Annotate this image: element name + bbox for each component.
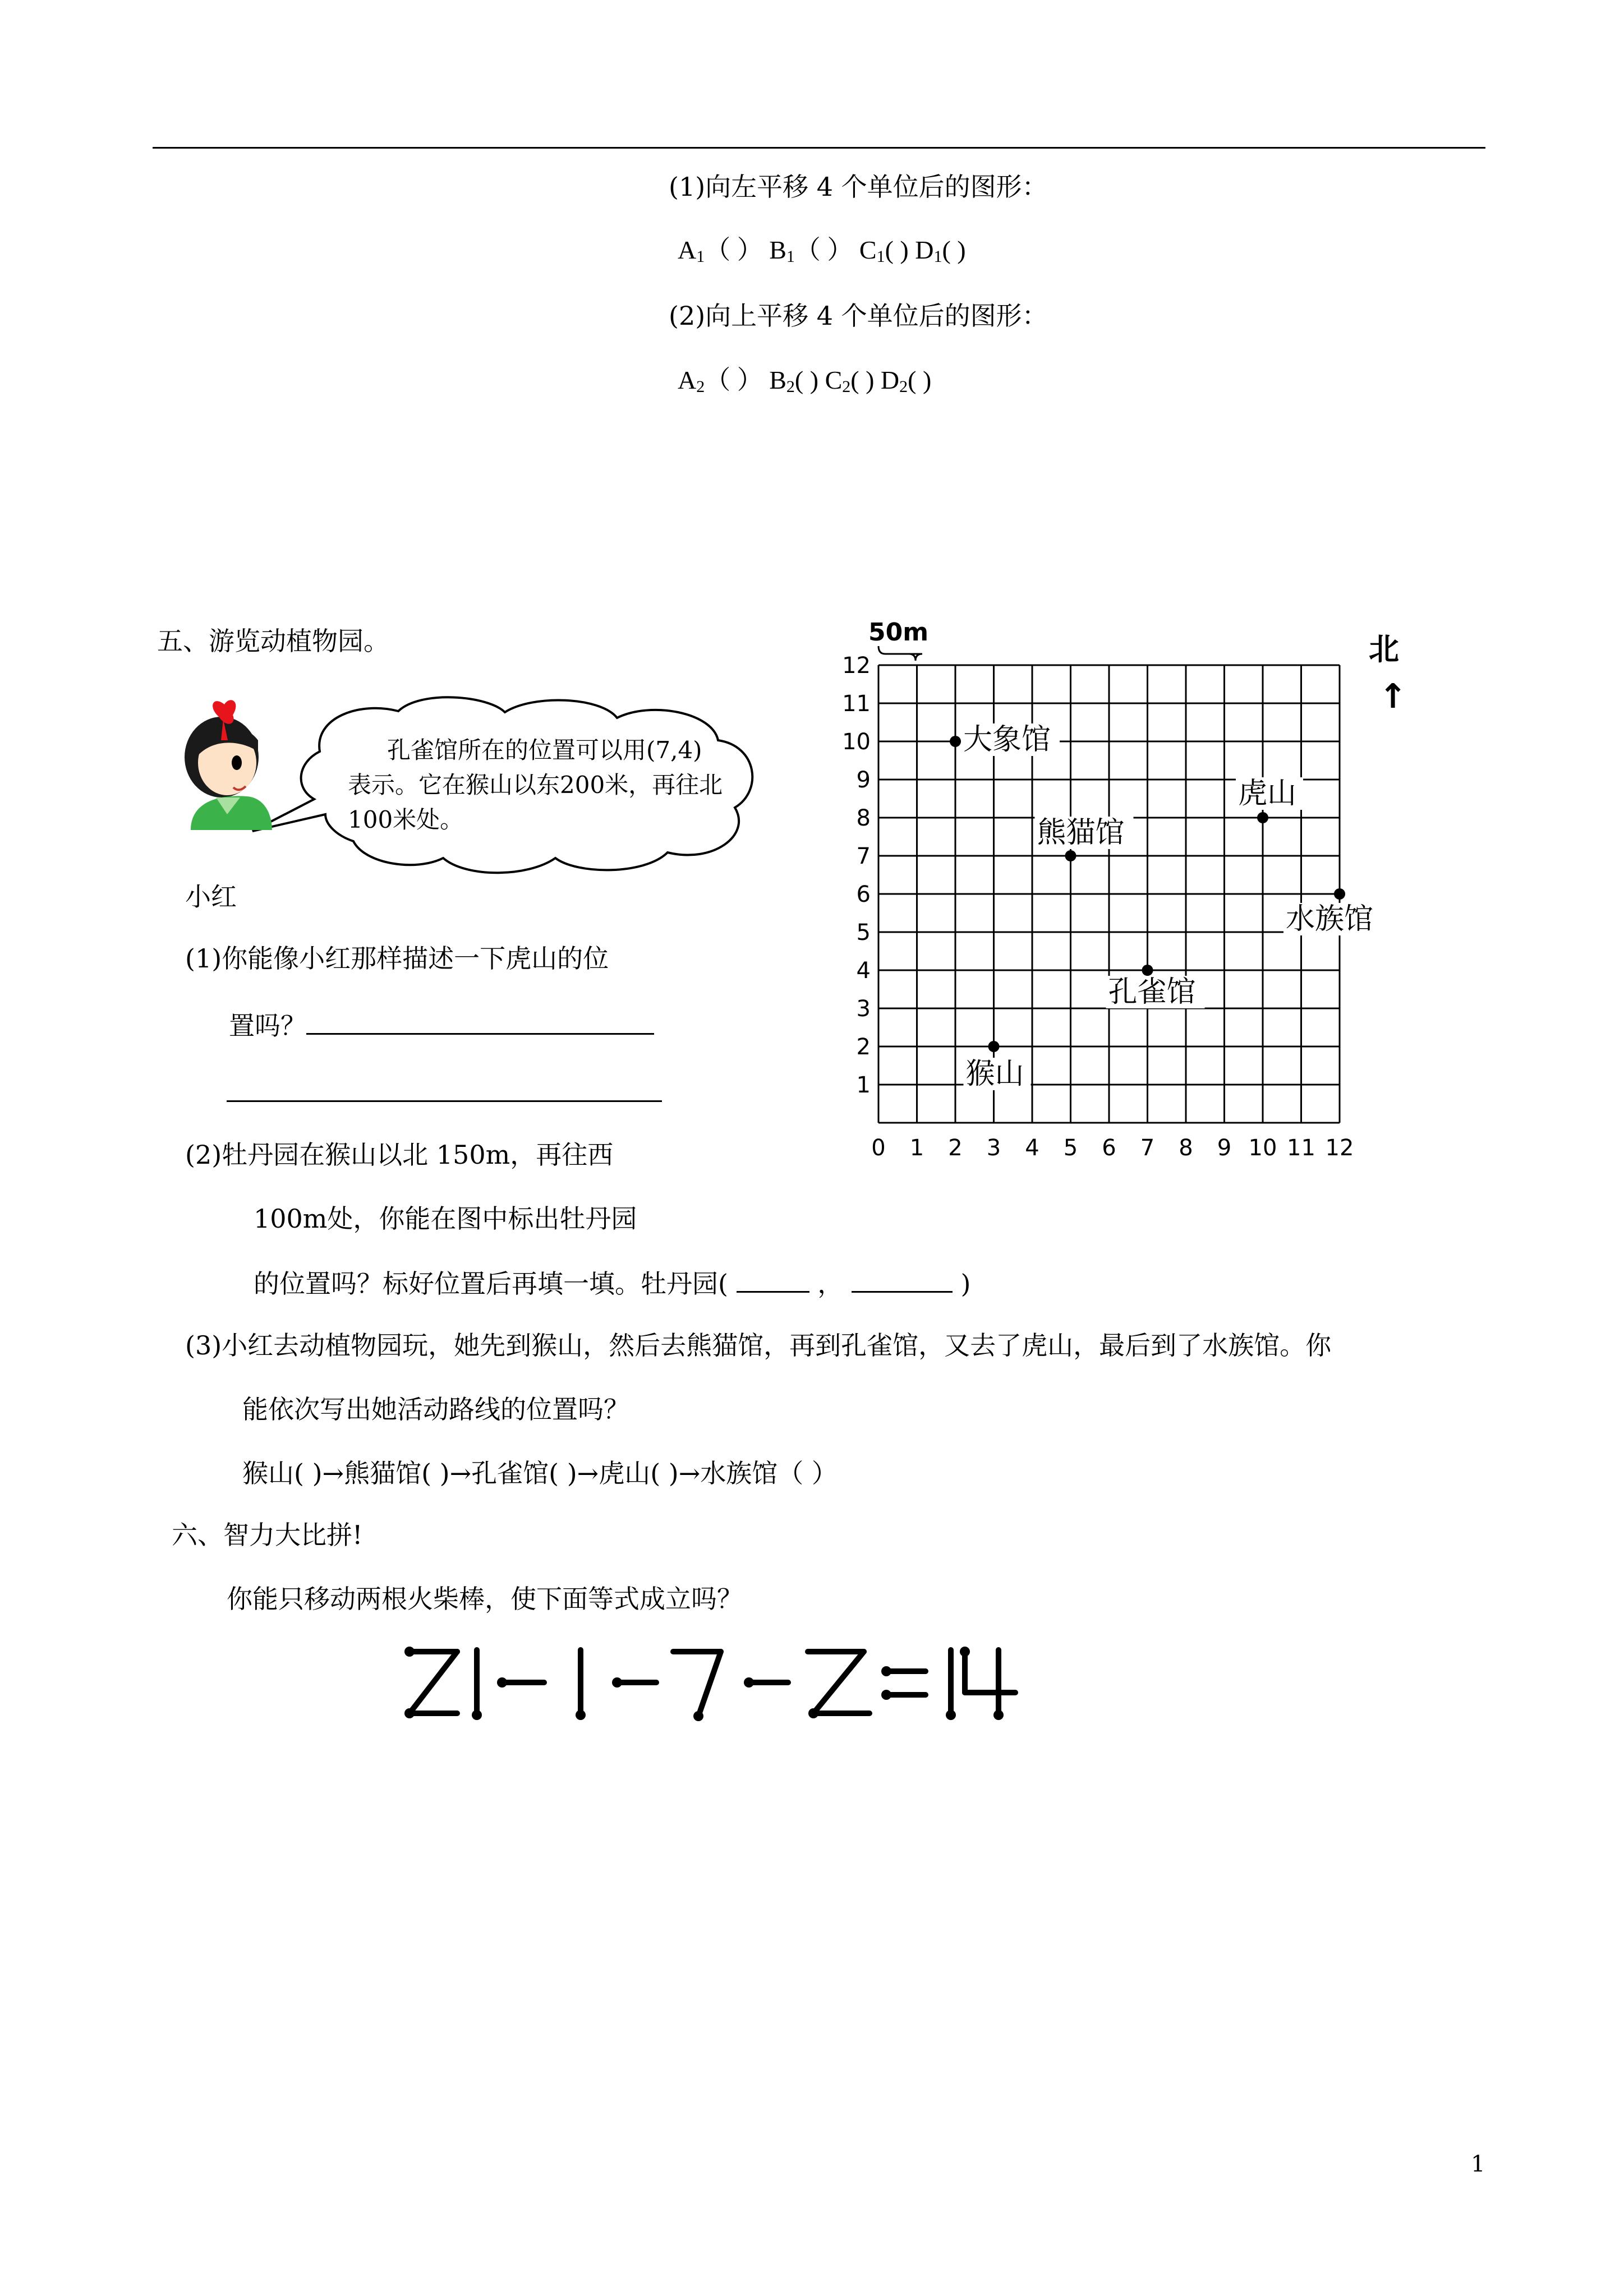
map-point-label: 熊猫馆: [1037, 816, 1125, 850]
x-tick-label: 4: [1025, 1135, 1039, 1161]
x-tick-label: 12: [1325, 1135, 1354, 1161]
arrow-icon: →: [577, 1458, 599, 1488]
y-tick-label: 7: [856, 843, 871, 869]
matchstick-equation: [393, 1643, 1066, 1730]
y-tick-label: 10: [842, 729, 871, 755]
arrow-icon: →: [449, 1458, 472, 1488]
map-point-label: 孔雀馆: [1108, 975, 1196, 1009]
bubble-line-2: 表示。它在猴山以东200米，再往北: [348, 771, 723, 799]
y-tick-label: 3: [856, 996, 871, 1022]
sec6-question: 你能只移动两根火柴棒，使下面等式成立吗？: [227, 1584, 743, 1614]
x-axis-ticks: [871, 1135, 1354, 1161]
map-point-label: 水族馆: [1286, 902, 1374, 936]
scale-label: 50m: [868, 618, 929, 647]
map-point-dot: [1142, 965, 1153, 976]
y-tick-label: 6: [856, 882, 871, 907]
x-tick-label: 1: [909, 1135, 924, 1161]
girl-name-label: 小红: [185, 882, 237, 912]
sec5-q1-line2: 置吗？: [229, 1008, 654, 1041]
map-point-label: 虎山: [1238, 777, 1297, 810]
x-tick-label: 3: [986, 1135, 1001, 1161]
y-tick-label: 2: [856, 1034, 871, 1060]
sec5-q2-line3: 的位置吗？标好位置后再填一填。牡丹园( ， ): [254, 1266, 970, 1299]
map-point-dot: [988, 1041, 1000, 1052]
y-axis-ticks: [842, 653, 871, 1098]
sec5-title: 五、游览动植物园。: [157, 626, 389, 656]
y-tick-label: 11: [842, 691, 871, 717]
scale-bracket: [878, 646, 922, 661]
y-tick-label: 5: [856, 920, 871, 946]
x-tick-label: 5: [1063, 1135, 1078, 1161]
x-tick-label: 9: [1217, 1135, 1232, 1161]
route-stop: 虎山( ): [599, 1458, 679, 1488]
x-tick-label: 0: [871, 1135, 886, 1161]
map-points: [950, 723, 1382, 1091]
map-point-dot: [950, 736, 961, 747]
x-tick-label: 10: [1248, 1135, 1277, 1161]
route-stop: 熊猫馆( ): [344, 1458, 450, 1488]
sec6-title: 六、智力大比拼!: [172, 1520, 363, 1550]
sec4-question-1: (1)向左平移 4 个单位后的图形：: [669, 172, 1048, 202]
y-tick-label: 9: [856, 767, 871, 793]
x-tick-label: 7: [1140, 1135, 1155, 1161]
y-tick-label: 1: [856, 1072, 871, 1098]
sec4-answer-row-2: $A_2$（ ） $B_2$( ) $C_2$( ) $D_2$( ): [678, 366, 932, 396]
peony-y-blank[interactable]: [852, 1266, 953, 1293]
sec5-q3-line1: (3)小红去动植物园玩，她先到猴山，然后去熊猫馆，再到孔雀馆，又去了虎山，最后到了水族馆。你: [185, 1330, 1332, 1361]
bubble-line-3: 100米处。: [348, 806, 464, 833]
y-tick-label: 4: [856, 958, 871, 984]
route-row: [242, 1458, 838, 1489]
x-tick-label: 2: [948, 1135, 963, 1161]
page-number: 1: [1471, 2151, 1485, 2177]
north-label: 北: [1369, 631, 1399, 667]
y-tick-label: 8: [856, 805, 871, 831]
map-point-dot: [1065, 850, 1076, 861]
sec5-q2-line1: (2)牡丹园在猴山以北 150m，再往西: [185, 1140, 614, 1170]
map-point-label: 猴山: [965, 1057, 1024, 1091]
route-stop: 猴山( ): [242, 1458, 323, 1488]
arrow-icon: →: [322, 1458, 344, 1488]
x-tick-label: 11: [1287, 1135, 1315, 1161]
sec4-answer-row-1: $A_1$（ ） $B_1$（ ） $C_1$( ) $D_1$( ): [678, 236, 966, 266]
grid-lines: [878, 665, 1340, 1123]
matchstick-equation-icon: [393, 1643, 1066, 1727]
y-tick-label: 12: [842, 653, 871, 679]
sec5-q3-line2: 能依次写出她活动路线的位置吗？: [242, 1394, 629, 1424]
route-stop: 孔雀馆( ): [471, 1458, 577, 1488]
route-stop: 水族馆（ ）: [700, 1458, 838, 1488]
arrow-icon: →: [678, 1458, 701, 1488]
map-point-dot: [1334, 888, 1345, 900]
x-tick-label: 8: [1179, 1135, 1193, 1161]
sec5-q2-line2: 100m处，你能在图中标出牡丹园: [254, 1204, 637, 1234]
peony-x-blank[interactable]: [737, 1266, 809, 1293]
x-tick-label: 6: [1102, 1135, 1116, 1161]
north-arrow-icon: ↑: [1379, 677, 1407, 716]
sec5-q1-line1: (1)你能像小红那样描述一下虎山的位: [185, 943, 609, 974]
bubble-line-1: 孔雀馆所在的位置可以用(7,4): [387, 736, 702, 764]
map-point-dot: [1257, 812, 1268, 823]
sec4-question-2: (2)向上平移 4 个单位后的图形：: [669, 301, 1048, 331]
map-point-label: 大象馆: [963, 723, 1051, 757]
